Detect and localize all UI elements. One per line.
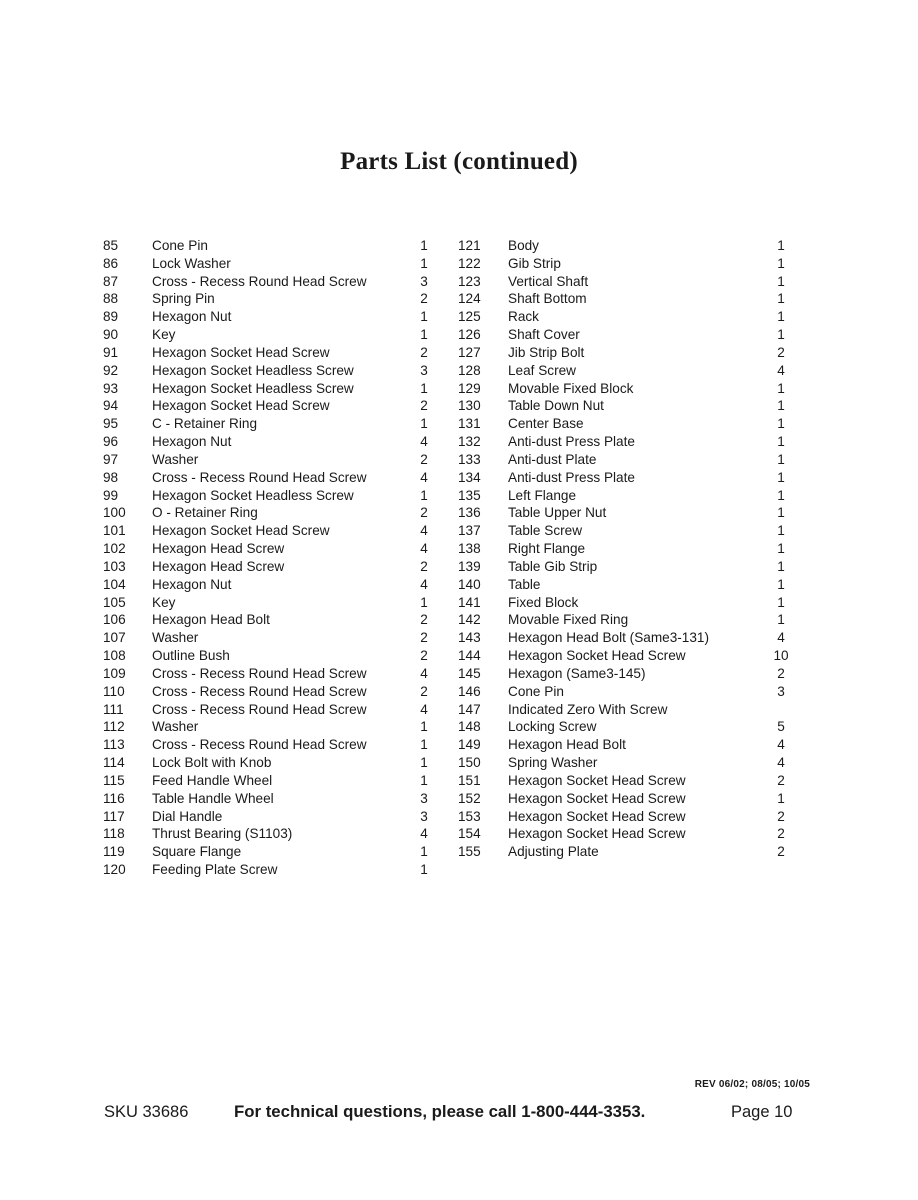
part-description: Washer [152, 451, 199, 467]
part-number: 152 [458, 790, 481, 806]
part-description: Outline Bush [152, 648, 230, 664]
part-number: 155 [458, 844, 481, 860]
part-number: 146 [458, 683, 481, 699]
part-quantity: 1 [777, 541, 785, 557]
part-number: 127 [458, 344, 481, 360]
part-description: Dial Handle [152, 808, 223, 824]
part-number: 105 [103, 594, 126, 610]
part-quantity: 1 [420, 772, 428, 788]
part-quantity: 2 [777, 826, 785, 842]
part-quantity: 10 [773, 648, 789, 664]
part-description: Hexagon Socket Head Screw [508, 772, 686, 788]
part-number: 90 [103, 327, 119, 343]
part-description: Adjusting Plate [508, 844, 599, 860]
part-quantity: 1 [777, 291, 785, 307]
part-description: Cone Pin [152, 238, 208, 253]
part-number: 113 [103, 737, 125, 753]
part-description: Hexagon Socket Headless Screw [152, 380, 354, 396]
part-description: Table Gib Strip [508, 558, 598, 574]
part-description: Table [508, 576, 541, 592]
part-quantity: 2 [777, 772, 785, 788]
part-quantity: 2 [420, 291, 428, 307]
part-quantity: 1 [777, 380, 785, 396]
part-quantity: 2 [420, 344, 428, 360]
part-number: 148 [458, 719, 481, 735]
part-number: 138 [458, 541, 481, 557]
part-description: Hexagon Socket Headless Screw [152, 362, 354, 378]
part-number: 118 [103, 826, 125, 842]
part-number: 107 [103, 630, 126, 646]
part-quantity: 4 [777, 755, 785, 771]
part-number: 92 [103, 362, 119, 378]
part-description: Hexagon Socket Head Screw [508, 826, 686, 842]
part-description: Feed Handle Wheel [152, 772, 273, 788]
part-number: 98 [103, 469, 119, 485]
part-number: 109 [103, 665, 126, 681]
part-quantity: 1 [777, 398, 785, 414]
part-number: 117 [103, 808, 125, 824]
part-description: Locking Screw [508, 719, 597, 735]
part-quantity: 1 [777, 594, 785, 610]
part-quantity: 1 [420, 416, 428, 432]
part-description: Cone Pin [508, 683, 564, 699]
part-number: 101 [103, 523, 126, 539]
footer-contact: For technical questions, please call 1-800-444-3353. [234, 1102, 646, 1121]
part-quantity: 2 [420, 648, 428, 664]
part-quantity: 4 [420, 469, 428, 485]
part-quantity: 4 [420, 523, 428, 539]
part-number: 112 [103, 719, 125, 735]
part-quantity: 1 [420, 255, 428, 271]
part-quantity: 1 [777, 273, 785, 289]
part-quantity: 2 [420, 612, 428, 628]
part-quantity: 1 [420, 719, 428, 735]
part-quantity: 4 [420, 665, 428, 681]
part-quantity: 1 [777, 487, 785, 503]
part-number: 126 [458, 327, 481, 343]
part-number: 115 [103, 772, 125, 788]
part-quantity: 1 [777, 558, 785, 574]
part-description: Feeding Plate Screw [152, 861, 278, 877]
part-number: 150 [458, 755, 481, 771]
part-quantity: 1 [420, 238, 428, 253]
part-quantity: 5 [777, 719, 785, 735]
part-quantity: 1 [777, 434, 785, 450]
part-quantity: 1 [777, 505, 785, 521]
part-quantity: 1 [777, 451, 785, 467]
part-description: Body [508, 238, 539, 253]
part-description: Spring Washer [508, 755, 598, 771]
part-number: 87 [103, 273, 119, 289]
part-number: 147 [458, 701, 481, 717]
part-description: Hexagon Socket Headless Screw [152, 487, 354, 503]
part-quantity: 2 [420, 505, 428, 521]
part-description: Hexagon (Same3-145) [508, 665, 646, 681]
part-number: 114 [103, 755, 125, 771]
part-quantity: 3 [420, 362, 428, 378]
part-number: 133 [458, 451, 481, 467]
part-description: Hexagon Head Bolt [152, 612, 270, 628]
part-quantity: 2 [420, 683, 428, 699]
part-description: Movable Fixed Block [508, 380, 634, 396]
part-description: Hexagon Head Screw [152, 558, 285, 574]
part-description: Hexagon Head Bolt (Same3-131) [508, 630, 709, 646]
part-number: 134 [458, 469, 481, 485]
part-description: Right Flange [508, 541, 586, 557]
part-quantity: 4 [777, 630, 785, 646]
part-number: 142 [458, 612, 481, 628]
footer-page-number: Page 10 [731, 1103, 793, 1121]
part-description: Table Screw [508, 523, 583, 539]
footer-sku: SKU 33686 [104, 1103, 189, 1121]
part-description: Hexagon Head Screw [152, 541, 285, 557]
part-description: Key [152, 327, 176, 343]
part-description: Hexagon Nut [152, 434, 232, 450]
part-description: Gib Strip [508, 255, 561, 271]
part-number: 110 [103, 683, 125, 699]
part-description: Hexagon Socket Head Screw [152, 344, 330, 360]
part-number: 94 [103, 398, 119, 414]
part-quantity: 4 [420, 826, 428, 842]
part-quantity: 1 [420, 737, 428, 753]
part-quantity: 2 [777, 808, 785, 824]
part-description: Center Base [508, 416, 584, 432]
part-quantity: 4 [420, 701, 428, 717]
part-description: Indicated Zero With Screw [508, 701, 668, 717]
part-description: Anti-dust Plate [508, 451, 597, 467]
part-quantity: 1 [777, 612, 785, 628]
part-number: 91 [103, 344, 119, 360]
revision-note: REV 06/02; 08/05; 10/05 [694, 1079, 810, 1090]
part-number: 99 [103, 487, 119, 503]
part-number: 132 [458, 434, 481, 450]
part-quantity: 2 [420, 398, 428, 414]
part-quantity: 1 [777, 238, 785, 253]
part-quantity: 3 [420, 808, 428, 824]
part-quantity: 1 [777, 255, 785, 271]
part-number: 85 [103, 238, 119, 253]
part-number: 129 [458, 380, 481, 396]
part-description: Rack [508, 309, 539, 325]
part-description: Square Flange [152, 844, 242, 860]
part-description: Lock Washer [152, 255, 231, 271]
part-number: 149 [458, 737, 481, 753]
part-quantity: 1 [777, 576, 785, 592]
part-number: 108 [103, 648, 126, 664]
part-quantity: 2 [420, 630, 428, 646]
part-number: 95 [103, 416, 119, 432]
part-number: 106 [103, 612, 126, 628]
part-number: 88 [103, 291, 119, 307]
part-description: Cross - Recess Round Head Screw [152, 469, 367, 485]
part-number: 143 [458, 630, 481, 646]
part-description: Leaf Screw [508, 362, 577, 378]
part-number: 125 [458, 309, 481, 325]
part-quantity: 1 [777, 469, 785, 485]
part-number: 104 [103, 576, 126, 592]
part-description: Table Handle Wheel [152, 790, 274, 806]
part-description: Hexagon Socket Head Screw [508, 790, 686, 806]
part-description: Key [152, 594, 176, 610]
part-quantity: 1 [777, 309, 785, 325]
part-number: 119 [103, 844, 125, 860]
part-number: 135 [458, 487, 481, 503]
part-description: Fixed Block [508, 594, 579, 610]
part-quantity: 4 [420, 541, 428, 557]
part-number: 130 [458, 398, 481, 414]
part-quantity: 2 [420, 451, 428, 467]
part-quantity: 1 [777, 416, 785, 432]
part-description: Hexagon Nut [152, 309, 232, 325]
part-description: Shaft Cover [508, 327, 580, 343]
part-quantity: 1 [777, 523, 785, 539]
part-description: Movable Fixed Ring [508, 612, 629, 628]
part-description: Table Upper Nut [508, 505, 607, 521]
part-number: 116 [103, 790, 125, 806]
part-quantity: 4 [777, 737, 785, 753]
part-description: Lock Bolt with Knob [152, 755, 272, 771]
part-quantity: 4 [420, 576, 428, 592]
part-number: 100 [103, 505, 126, 521]
part-description: Hexagon Socket Head Screw [152, 523, 330, 539]
part-number: 128 [458, 362, 481, 378]
part-description: O - Retainer Ring [152, 505, 258, 521]
part-quantity: 1 [420, 327, 428, 343]
part-number: 154 [458, 826, 481, 842]
part-description: Anti-dust Press Plate [508, 434, 635, 450]
part-description: C - Retainer Ring [152, 416, 258, 432]
part-number: 121 [458, 238, 481, 253]
part-quantity: 1 [420, 594, 428, 610]
part-number: 93 [103, 380, 119, 396]
part-description: Thrust Bearing (S1103) [152, 826, 293, 842]
part-description: Washer [152, 630, 199, 646]
part-number: 96 [103, 434, 119, 450]
part-number: 111 [103, 701, 124, 717]
part-quantity: 1 [777, 327, 785, 343]
part-quantity: 1 [420, 380, 428, 396]
part-description: Vertical Shaft [508, 273, 589, 289]
part-number: 123 [458, 273, 481, 289]
part-description: Table Down Nut [508, 398, 604, 414]
part-description: Cross - Recess Round Head Screw [152, 683, 367, 699]
part-number: 120 [103, 861, 126, 877]
part-quantity: 2 [777, 344, 785, 360]
part-quantity: 4 [420, 434, 428, 450]
part-number: 103 [103, 558, 126, 574]
part-number: 122 [458, 255, 481, 271]
part-number: 136 [458, 505, 481, 521]
part-quantity: 3 [420, 273, 428, 289]
part-description: Shaft Bottom [508, 291, 587, 307]
part-quantity: 1 [420, 844, 428, 860]
part-number: 139 [458, 558, 481, 574]
part-description: Left Flange [508, 487, 577, 503]
page-title: Parts List (continued) [340, 148, 578, 175]
part-description: Hexagon Socket Head Screw [508, 648, 686, 664]
part-description: Cross - Recess Round Head Screw [152, 665, 367, 681]
part-quantity: 2 [420, 558, 428, 574]
part-number: 131 [458, 416, 481, 432]
part-description: Washer [152, 719, 199, 735]
part-quantity: 1 [777, 790, 785, 806]
part-description: Jib Strip Bolt [508, 344, 585, 360]
part-quantity: 2 [777, 844, 785, 860]
part-description: Hexagon Socket Head Screw [508, 808, 686, 824]
part-description: Hexagon Nut [152, 576, 232, 592]
part-number: 151 [458, 772, 481, 788]
part-number: 124 [458, 291, 481, 307]
part-number: 141 [458, 594, 481, 610]
part-quantity: 4 [777, 362, 785, 378]
part-quantity: 1 [420, 755, 428, 771]
part-description: Hexagon Head Bolt [508, 737, 626, 753]
part-number: 102 [103, 541, 126, 557]
part-quantity: 3 [777, 683, 785, 699]
part-quantity: 1 [420, 861, 428, 877]
part-number: 86 [103, 255, 119, 271]
part-number: 145 [458, 665, 481, 681]
part-number: 144 [458, 648, 481, 664]
part-quantity: 2 [777, 665, 785, 681]
part-description: Cross - Recess Round Head Screw [152, 701, 367, 717]
part-description: Hexagon Socket Head Screw [152, 398, 330, 414]
part-quantity: 3 [420, 790, 428, 806]
part-quantity: 1 [420, 309, 428, 325]
part-number: 153 [458, 808, 481, 824]
part-number: 89 [103, 309, 119, 325]
part-description: Anti-dust Press Plate [508, 469, 635, 485]
part-description: Cross - Recess Round Head Screw [152, 273, 367, 289]
part-number: 137 [458, 523, 481, 539]
part-number: 140 [458, 576, 481, 592]
part-description: Cross - Recess Round Head Screw [152, 737, 367, 753]
part-description: Spring Pin [152, 291, 215, 307]
part-number: 97 [103, 451, 119, 467]
part-quantity: 1 [420, 487, 428, 503]
